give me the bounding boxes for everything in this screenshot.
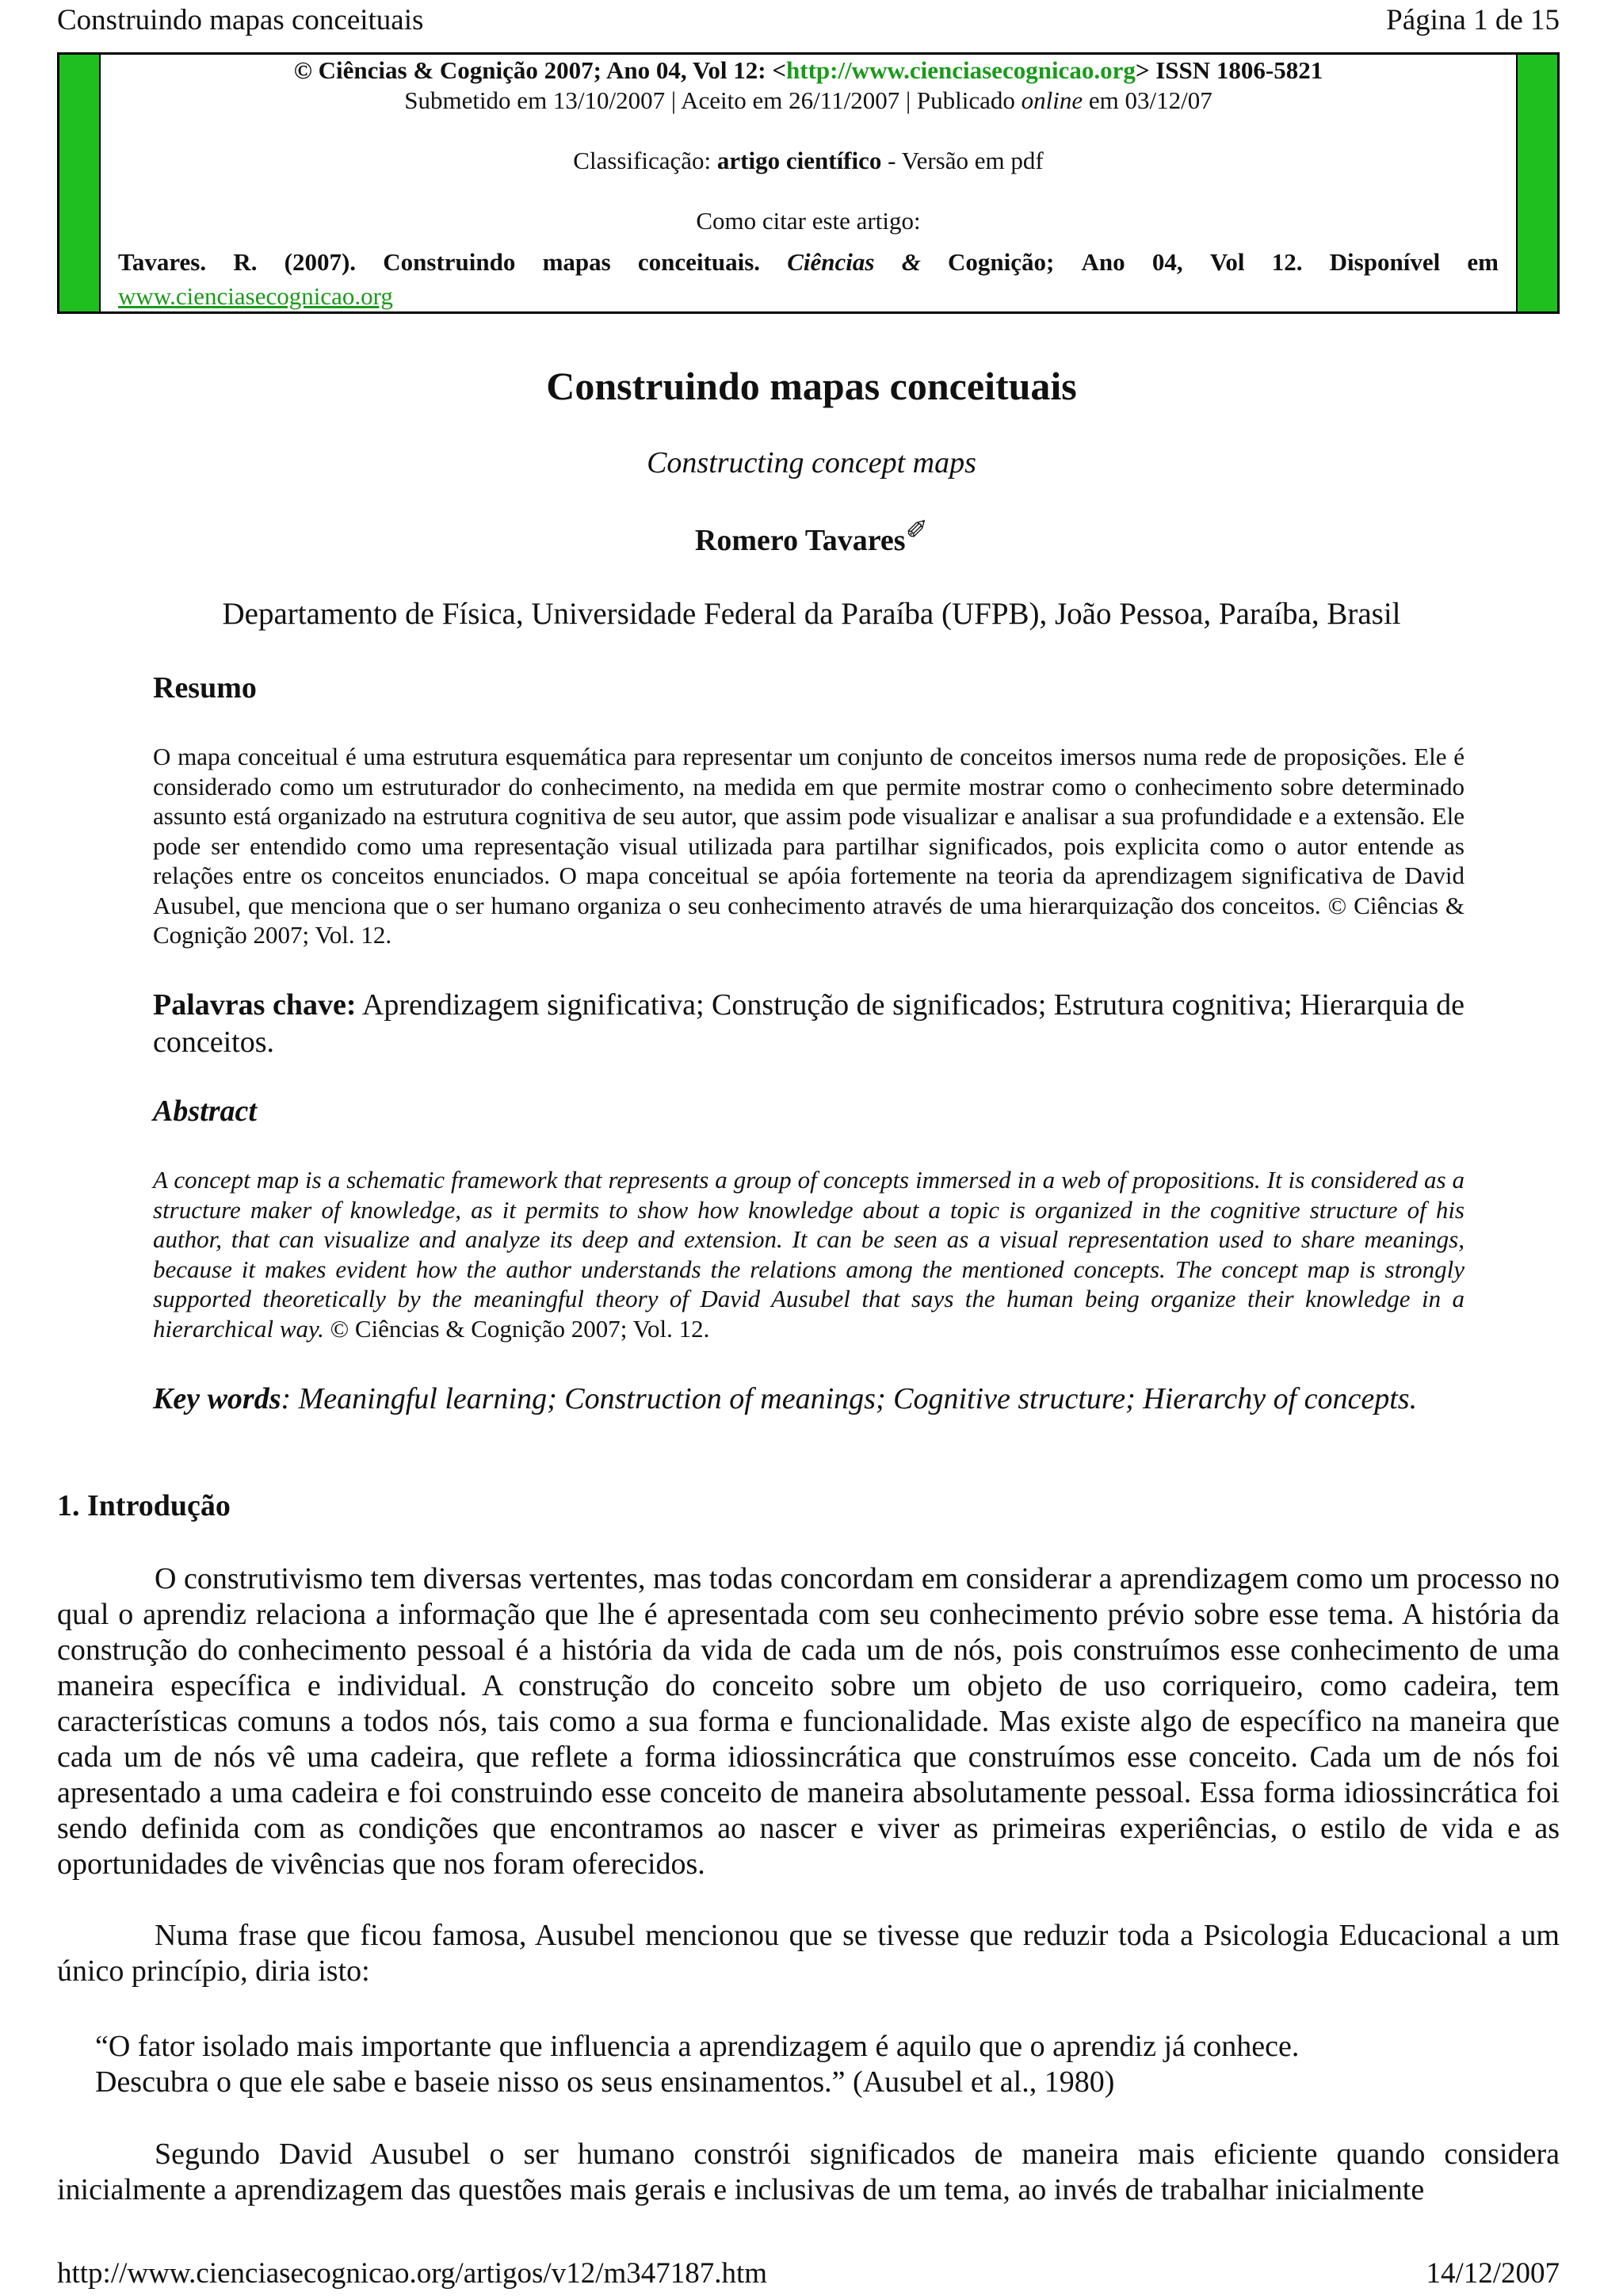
abstract-heading: Abstract — [153, 1095, 257, 1128]
intro-heading: 1. Introdução — [57, 1489, 231, 1522]
footer-date: 14/12/2007 — [1426, 2257, 1560, 2290]
resumo-keywords: Palavras chave: Aprendizagem significativa; Construção de significados; Estrutura cognitiva; Hierarquia de conceitos. — [153, 988, 1465, 1059]
right-green-bar — [1516, 55, 1557, 311]
submission-dates: Submetido em 13/10/2007 | Aceito em 26/11/2007 | Publicado online em 03/12/07 — [404, 86, 1212, 114]
article-title: Construindo mapas conceituais — [546, 364, 1077, 408]
citation-url-link[interactable]: www.cienciasecognicao.org — [118, 282, 393, 310]
journal-citation-line: © Ciências & Cognição 2007; Ano 04, Vol 12: <http://www.cienciasecognicao.org> ISSN 1806-5821 — [293, 56, 1323, 84]
page-number: Página 1 de 15 — [1386, 4, 1560, 36]
how-to-cite-label: Como citar este artigo: — [696, 207, 921, 235]
citation-text: Tavares. R. (2007). Construindo mapas conceituais. Ciências & Cognição; Ano 04, Vol 12. Disponível em — [118, 248, 1499, 276]
abstract-text: A concept map is a schematic framework that represents a group of concepts immersed in a web of propositions. It is considered as a structure maker of knowledge, as it permits to show how knowledge about a topic is organized in the cognitive structure of his author, that can visualize and analyze its deep and extension. It can be seen as a visual representation used to share meanings, because it makes evident how the author understands the relations among the mentioned concepts. The concept map is strongly supported theoretically by the meaningful theory of David Ausubel that says the human being organize their knowledge in a hierarchical way. © Ciências & Cognição 2007; Vol. 12. — [153, 1166, 1465, 1343]
left-green-bar — [59, 55, 101, 311]
journal-header-box — [57, 52, 1560, 314]
author-affiliation: Departamento de Física, Universidade Federal da Paraíba (UFPB), João Pessoa, Paraíba, Brasil — [222, 597, 1401, 631]
running-header-title: Construindo mapas conceituais — [57, 4, 424, 36]
abstract-keywords: Key words: Meaningful learning; Construction of meanings; Cognitive structure; Hierarchy of concepts. — [153, 1382, 1418, 1415]
intro-paragraph-3: Segundo David Ausubel o ser humano constrói significados de maneira mais eficiente quando considera inicialmente a aprendizagem das questões mais gerais e inclusivas de um tema, ao invés de trabalhar inicialmente — [57, 2137, 1560, 2206]
intro-paragraph-1: O construtivismo tem diversas vertentes, mas todas concordam em considerar a aprendizagem como um processo no qual o aprendiz relaciona a informação que lhe é apresentada com seu conhecimento prévio sobre esse tema. A história da construção do conhecimento pessoal é a história da vida de cada um de nós, pois construímos esse conhecimento de uma maneira específica e individual. A construção do conceito sobre um objeto de uso corriqueiro, como cadeira, tem características comuns a todos nós, tais como a sua forma e funcionalidade. Mas existe algo de específico na maneira que cada um de nós vê uma cadeira, que reflete a forma idiossincrática que construímos esse conceito. Cada um de nós foi apresentado a uma cadeira e foi construindo esse conceito de maneira absolutamente pessoal. Essa forma idiossincrática foi sendo definida com as condições que encontramos ao nascer e viver as primeiras experiências, o estilo de vida e as oportunidades de vivências que nos foram oferecidos. — [57, 1562, 1560, 1881]
pen-icon[interactable]: ✐ — [905, 516, 929, 545]
resumo-text: O mapa conceitual é uma estrutura esquemática para representar um conjunto de conceitos imersos numa rede de proposições. Ele é considerado como um estruturador do conhecimento, na medida em que permite mostrar como o conhecimento sobre determinado assunto está organizado na estrutura cognitiva de seu autor, que assim pode visualizar e analisar a sua profundidade e a extensão. Ele pode ser entendido como uma representação visual utilizada para partilhar significados, pois explicita como o autor entende as relações entre os conceitos enunciados. O mapa conceitual se apóia fortemente na teoria da aprendizagem significativa de David Ausubel, que menciona que o ser humano organiza o seu conhecimento através de uma hierarquização dos conceitos. © Ciências & Cognição 2007; Vol. 12. — [153, 743, 1465, 949]
footer-url: http://www.cienciasecognicao.org/artigos/v12/m347187.htm — [57, 2257, 768, 2290]
intro-paragraph-2: Numa frase que ficou famosa, Ausubel mencionou que se tivesse que reduzir toda a Psicologia Educacional a um único princípio, diria isto: — [57, 1919, 1560, 1988]
journal-url-link[interactable]: http://www.cienciasecognicao.org — [786, 56, 1136, 84]
resumo-heading: Resumo — [153, 671, 257, 705]
classification-line: Classificação: artigo científico - Versão em pdf — [573, 147, 1044, 174]
article-subtitle: Constructing concept maps — [647, 446, 976, 479]
ausubel-quote: “O fator isolado mais importante que influencia a aprendizagem é aquilo que o aprendiz já conhece. Descubra o que ele sabe e baseie nisso os seus ensinamentos.” (Ausubel et al., 1980) — [95, 2030, 1300, 2099]
author-name: Romero Tavares✐ — [694, 516, 929, 557]
